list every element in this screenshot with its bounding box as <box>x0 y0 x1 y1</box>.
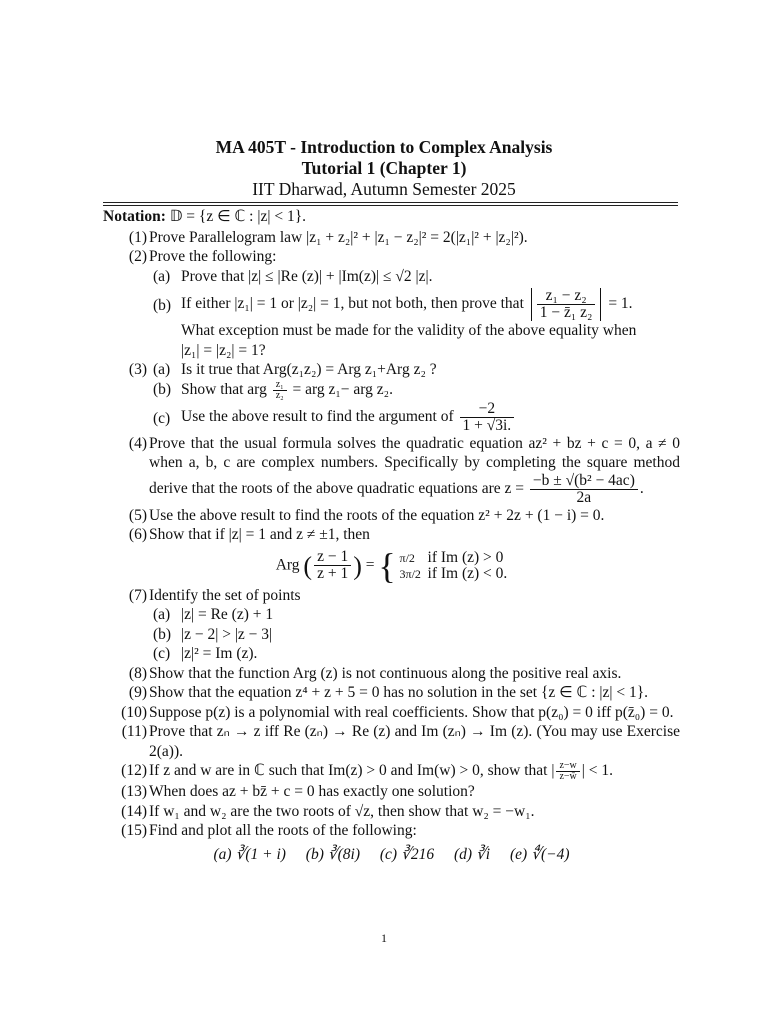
problem-6 <box>103 525 680 584</box>
problem-number: (5) <box>128 506 147 524</box>
problem-text: Find and plot all the roots of the following: <box>149 822 417 839</box>
part-label: (c) <box>153 409 171 427</box>
problem-3a <box>149 360 680 380</box>
problem-2 <box>103 247 680 360</box>
problem-8 <box>103 664 680 684</box>
problem-number: (10) <box>121 703 147 721</box>
problem-number: (7) <box>128 586 147 604</box>
problem-15 <box>103 821 680 864</box>
problem-14 <box>103 802 680 822</box>
part-label: (c) <box>153 645 171 662</box>
problem-number: (1) <box>128 228 147 246</box>
part-text: Show that arg <box>181 380 267 398</box>
problem-9 <box>103 683 680 703</box>
case-condition: if Im (z) > 0 <box>427 548 504 566</box>
problem-3 <box>103 360 680 434</box>
problem-text: When does az + bz̄ + c = 0 has exactly one solution? <box>149 783 475 800</box>
problem-7a <box>149 605 680 625</box>
fraction-denominator: 2a <box>576 488 592 506</box>
problem-number: (11) <box>121 723 147 740</box>
cases <box>400 550 508 582</box>
part-text: |z − 2| > |z − 3| <box>181 625 273 643</box>
course-title: MA 405T - Introduction to Complex Analysis <box>215 137 553 157</box>
problem-2b <box>149 288 680 360</box>
part-label: (a) <box>153 361 171 378</box>
fraction <box>273 380 287 401</box>
part-text: Use the above result to find the argument of <box>181 407 454 425</box>
problem-number: (13) <box>121 783 147 800</box>
problem-13 <box>103 782 680 802</box>
root-e: (e) ∜(−4) <box>510 845 570 863</box>
roots-list <box>103 845 680 865</box>
case-value: 3π/2 <box>399 566 421 581</box>
root-d: (d) ∛i <box>453 845 491 863</box>
paren-left: ( <box>303 550 313 580</box>
part-label: (b) <box>153 297 172 314</box>
problem-3c <box>149 401 680 434</box>
brace: { <box>378 545 396 586</box>
problem-text: Suppose p(z) is a polynomial with real coefficients. Show that p(z₀) = 0 iff p(z̄₀) = 0. <box>149 703 674 721</box>
tutorial-title: Tutorial 1 (Chapter 1) <box>301 158 467 178</box>
part-text: Is it true that Arg(z₁z₂) = Arg z₁+Arg z₂ ? <box>181 361 437 378</box>
part-label: (a) <box>153 267 171 285</box>
problem-text: If w₁ and w₂ are the two roots of √z, then show that w₂ = −w₁. <box>149 802 535 820</box>
problem-12 <box>103 761 680 782</box>
fraction-denominator: z₂ <box>275 389 284 401</box>
problem-number: (14) <box>121 802 147 820</box>
problem-text: Use the above result to find the roots of the equation z² + 2z + (1 − i) = 0. <box>149 506 605 524</box>
problem-text: If z and w are in ℂ such that Im(z) > 0 and Im(w) > 0, show that | <box>149 762 555 780</box>
part-text-end: = arg z₁− arg z₂. <box>292 380 393 398</box>
problem-7 <box>103 586 680 664</box>
equation-result: = 1. <box>608 295 633 313</box>
problem-text-end: | < 1. <box>581 762 613 780</box>
institute-line: IIT Dharwad, Autumn Semester 2025 <box>252 179 516 199</box>
problem-number: (12) <box>121 762 147 779</box>
document-header <box>0 137 768 200</box>
problem-text: Prove Parallelogram law |z₁ + z₂|² + |z₁ − z₂|² = 2(|z₁|² + |z₂|²). <box>149 228 528 246</box>
problem-7c <box>149 644 680 664</box>
problem-text: Identify the set of points <box>149 586 301 604</box>
abs-fraction <box>531 288 602 321</box>
fraction-numerator: z₁ − z₂ <box>537 288 596 305</box>
problem-number: (2) <box>128 248 147 265</box>
problem-text: Prove the following: <box>149 248 277 265</box>
part-text: If either |z₁| = 1 or |z₂| = 1, but not both, then prove that <box>181 295 524 313</box>
problem-text: Show that the equation z⁴ + z + 5 = 0 has no solution in the set {z ∈ ℂ : |z| < 1}. <box>149 684 649 701</box>
problem-11 <box>103 722 680 761</box>
part-label: (b) <box>153 380 172 398</box>
fraction-numerator: −2 <box>460 401 515 418</box>
problem-text: Prove that the usual formula solves the quadratic equation az² + bz + c = 0, a ≠ 0 when a, b, c are complex numbers. Specifically by completing the square method derive that the roots of the above quadratic equations are z = <box>149 434 680 497</box>
root-a: (a) ∛(1 + i) <box>213 845 286 863</box>
problem-4 <box>103 434 680 506</box>
fraction-denominator: z + 1 <box>317 565 349 582</box>
case-condition: if Im (z) < 0. <box>427 564 508 582</box>
problem-number: (15) <box>121 822 147 839</box>
paren-right: ) <box>353 550 362 580</box>
problem-number: (4) <box>128 434 147 452</box>
page-number: 1 <box>381 931 387 945</box>
case-1 <box>400 550 508 566</box>
quadratic-formula <box>530 473 638 506</box>
fraction <box>460 401 515 434</box>
fraction <box>556 761 579 782</box>
fraction-numerator: −b ± √(b² − 4ac) <box>530 473 638 490</box>
fraction <box>314 549 351 582</box>
case-value: π/2 <box>399 550 415 565</box>
problem-number: (6) <box>128 526 147 543</box>
problem-7b <box>149 625 680 645</box>
part-text: |z|² = Im (z). <box>181 645 258 662</box>
part-text: Prove that |z| ≤ |Re (z)| + |Im(z)| ≤ √2 |z|. <box>181 267 433 285</box>
equals-sign: = <box>365 556 375 574</box>
problem-3b <box>149 380 680 401</box>
part-label: (a) <box>153 606 171 623</box>
part-text: |z| = Re (z) + 1 <box>181 606 274 623</box>
problem-number: (8) <box>128 664 147 682</box>
fraction-numerator: z−w <box>556 761 579 772</box>
fraction-denominator: 1 + √3i. <box>462 416 512 434</box>
header-rule-top <box>103 202 678 203</box>
header-rule-bottom <box>103 205 678 206</box>
fraction-denominator: z−w̄ <box>559 771 577 782</box>
fraction <box>537 288 596 321</box>
fraction-numerator: z − 1 <box>314 549 351 566</box>
problem-text: Show that if |z| = 1 and z ≠ ±1, then <box>149 526 370 543</box>
problem-5 <box>103 506 680 526</box>
problem-1 <box>103 228 680 248</box>
notation-text: 𝔻 = {z ∈ ℂ : |z| < 1}. <box>169 208 307 225</box>
part-continuation: What exception must be made for the validity of the above equality when <box>181 322 637 339</box>
problem-list <box>103 207 680 864</box>
part-continuation: |z₁| = |z₂| = 1? <box>181 341 266 359</box>
problem-number: (9) <box>128 684 147 701</box>
problem-text: Prove that zₙ → z iff Re (zₙ) → Re (z) and Im (zₙ) → Im (z). (You may use Exercise 2(a)). <box>149 723 680 760</box>
case-2 <box>400 566 508 582</box>
root-c: (c) ∛216 <box>379 845 435 863</box>
part-label: (b) <box>153 625 172 643</box>
problem-text-end: . <box>639 479 644 497</box>
fraction-denominator: 1 − z̄₁ z₂ <box>539 304 593 321</box>
problem-text: Show that the function Arg (z) is not continuous along the positive real axis. <box>149 664 622 682</box>
arg-label: Arg <box>275 556 300 574</box>
problem-10 <box>103 703 680 723</box>
root-b: (b) ∛(8i) <box>305 845 361 863</box>
fraction-numerator: z₁ <box>273 380 287 391</box>
display-equation <box>103 545 680 586</box>
problem-2a <box>149 267 680 287</box>
notation-label: Notation: <box>103 208 166 225</box>
problem-number: (3) <box>128 361 147 378</box>
notation <box>103 207 680 227</box>
